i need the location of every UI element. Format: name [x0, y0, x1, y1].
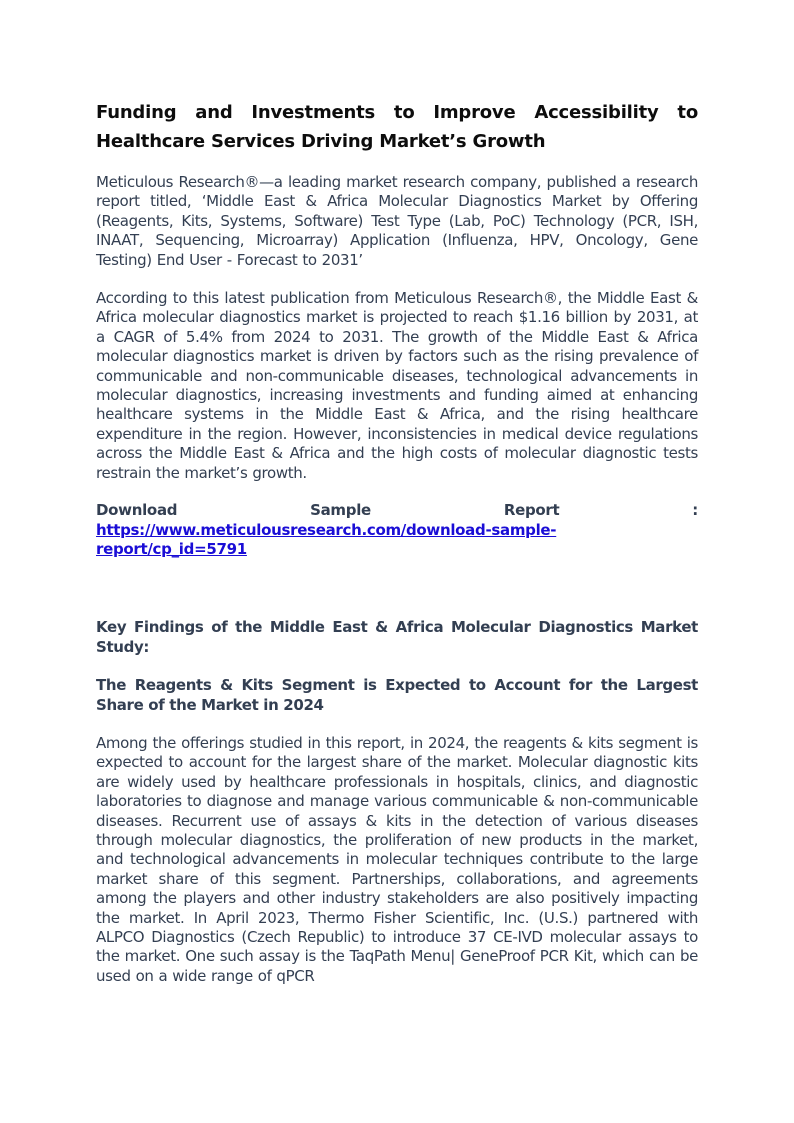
- segment-heading: The Reagents & Kits Segment is Expected to Account for the Largest Share of the Market in 2024: [96, 676, 698, 714]
- download-sample-block: [96, 501, 698, 559]
- download-word: Download: [96, 501, 178, 520]
- colon-mark: :: [692, 501, 698, 520]
- download-label-row: [96, 501, 698, 520]
- document-title: Funding and Investments to Improve Accessibility to Healthcare Services Driving Market’s Growth: [96, 102, 698, 152]
- segment-paragraph: Among the offerings studied in this report, in 2024, the reagents & kits segment is expected to account for the largest share of the market. Molecular diagnostic kits are widely used by healthcare professionals in hospitals, clinics, and diagnostic laboratories to diagnose and manage various communicable & non-communicable diseases. Recurrent use of assays & kits in the detection of various diseases through molecular diagnostics, the proliferation of new products in the market, and technological advancements in molecular techniques contribute to the large market share of this segment. Partnerships, collaborations, and agreements among the players and other industry stakeholders are also positively impacting the market. In April 2023, Thermo Fisher Scientific, Inc. (U.S.) partnered with ALPCO Diagnostics (Czech Republic) to introduce 37 CE-IVD molecular assays to the market. One such assay is the TaqPath Menu| GeneProof PCR Kit, which can be used on a wide range of qPCR: [96, 733, 698, 985]
- document-page: [96, 98, 698, 986]
- intro-paragraph: Meticulous Research®—a leading market research company, published a research report titled, ‘Middle East & Africa Molecular Diagnostics Market by Offering (Reagents, Kits, Systems, Software) Test Type (Lab, PoC) Technology (PCR, ISH, INAAT, Sequencing, Microarray) Application (Influenza, HPV, Oncology, Gene Testing) End User - Forecast to 2031’: [96, 173, 698, 269]
- summary-paragraph: According to this latest publication from Meticulous Research®, the Middle East & Africa molecular diagnostics market is projected to reach $1.16 billion by 2031, at a CAGR of 5.4% from 2024 to 2031. The growth of the Middle East & Africa molecular diagnostics market is driven by factors such as the rising prevalence of communicable and non-communicable diseases, technological advancements in molecular diagnostics, increasing investments and funding aimed at enhancing healthcare systems in the Middle East & Africa, and the rising healthcare expenditure in the region. However, inconsistencies in medical device regulations across the Middle East & Africa and the high costs of molecular diagnostic tests restrain the market’s growth.: [96, 289, 698, 482]
- report-word: Report: [503, 501, 560, 520]
- sample-word: Sample: [310, 501, 371, 520]
- download-sample-link[interactable]: https://www.meticulousresearch.com/download-sample-report/cp_id=5791: [96, 520, 557, 558]
- key-findings-heading: Key Findings of the Middle East & Africa Molecular Diagnostics Market Study:: [96, 618, 698, 656]
